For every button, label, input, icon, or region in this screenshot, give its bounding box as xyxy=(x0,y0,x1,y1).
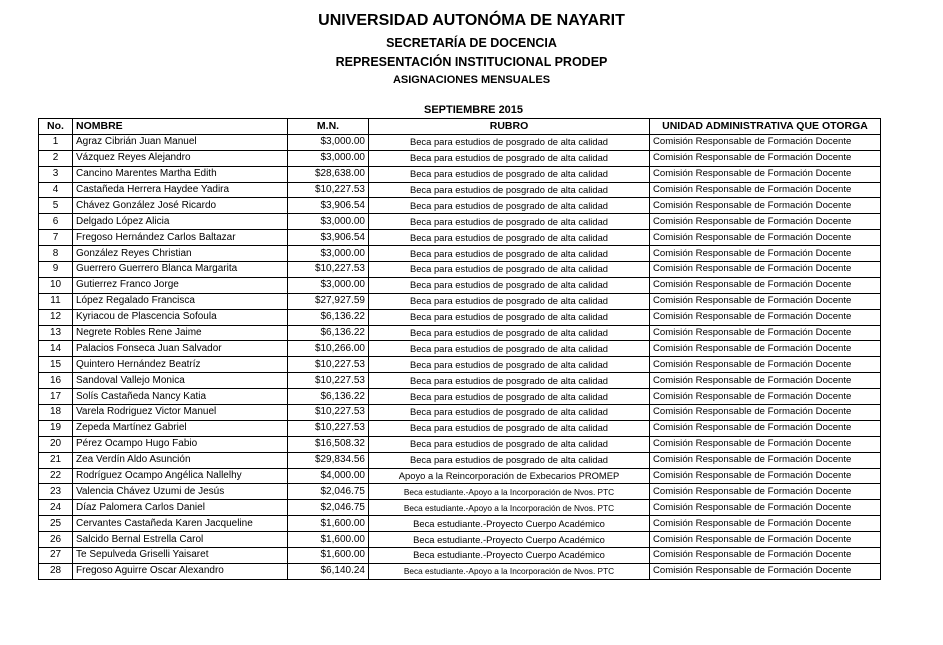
cell-unidad: Comisión Responsable de Formación Docente xyxy=(650,134,881,150)
cell-nombre: Kyriacou de Plascencia Sofoula xyxy=(73,309,288,325)
table-row xyxy=(39,230,881,246)
table-row xyxy=(39,516,881,532)
cell-rubro: Beca para estudios de posgrado de alta calidad xyxy=(369,293,650,309)
cell-mn: $16,508.32 xyxy=(288,436,369,452)
cell-rubro: Beca estudiante.-Apoyo a la Incorporación de Nvos. PTC xyxy=(369,563,650,579)
column-header-no: No. xyxy=(39,119,73,135)
cell-unidad: Comisión Responsable de Formación Docente xyxy=(650,341,881,357)
cell-nombre: González Reyes Christian xyxy=(73,246,288,262)
cell-mn: $3,000.00 xyxy=(288,150,369,166)
cell-rubro: Beca para estudios de posgrado de alta calidad xyxy=(369,198,650,214)
secretariat-title: SECRETARÍA DE DOCENCIA xyxy=(386,36,557,50)
cell-no: 6 xyxy=(39,214,73,230)
cell-no: 18 xyxy=(39,405,73,421)
cell-no: 23 xyxy=(39,484,73,500)
cell-no: 26 xyxy=(39,532,73,548)
cell-mn: $3,000.00 xyxy=(288,246,369,262)
cell-nombre: Cancino Marentes Martha Edith xyxy=(73,166,288,182)
column-header-rubro: RUBRO xyxy=(369,119,650,135)
cell-no: 8 xyxy=(39,246,73,262)
cell-no: 5 xyxy=(39,198,73,214)
cell-no: 20 xyxy=(39,436,73,452)
cell-mn: $6,136.22 xyxy=(288,389,369,405)
cell-no: 2 xyxy=(39,150,73,166)
cell-mn: $6,136.22 xyxy=(288,309,369,325)
cell-rubro: Beca estudiante.-Apoyo a la Incorporación de Nvos. PTC xyxy=(369,500,650,516)
cell-unidad: Comisión Responsable de Formación Docente xyxy=(650,389,881,405)
cell-unidad: Comisión Responsable de Formación Docente xyxy=(650,293,881,309)
table-row xyxy=(39,532,881,548)
table-row xyxy=(39,150,881,166)
cell-no: 19 xyxy=(39,420,73,436)
cell-no: 16 xyxy=(39,373,73,389)
table-row xyxy=(39,277,881,293)
cell-rubro: Beca para estudios de posgrado de alta calidad xyxy=(369,325,650,341)
table-row xyxy=(39,484,881,500)
cell-no: 25 xyxy=(39,516,73,532)
cell-mn: $10,227.53 xyxy=(288,405,369,421)
cell-unidad: Comisión Responsable de Formación Docente xyxy=(650,436,881,452)
cell-unidad: Comisión Responsable de Formación Docente xyxy=(650,468,881,484)
cell-nombre: Fregoso Hernández Carlos Baltazar xyxy=(73,230,288,246)
cell-no: 7 xyxy=(39,230,73,246)
university-title: UNIVERSIDAD AUTONÓMA DE NAYARIT xyxy=(318,12,625,29)
cell-unidad: Comisión Responsable de Formación Docente xyxy=(650,166,881,182)
cell-unidad: Comisión Responsable de Formación Docente xyxy=(650,182,881,198)
cell-rubro: Beca para estudios de posgrado de alta calidad xyxy=(369,452,650,468)
cell-nombre: Agraz Cibrián Juan Manuel xyxy=(73,134,288,150)
cell-nombre: Palacios Fonseca Juan Salvador xyxy=(73,341,288,357)
cell-nombre: Sandoval Vallejo Monica xyxy=(73,373,288,389)
report-subtitle: ASIGNACIONES MENSUALES xyxy=(392,74,551,86)
cell-nombre: López Regalado Francisca xyxy=(73,293,288,309)
cell-no: 24 xyxy=(39,500,73,516)
cell-no: 17 xyxy=(39,389,73,405)
cell-nombre: Te Sepulveda Griselli Yaisaret xyxy=(73,548,288,564)
cell-rubro: Apoyo a la Reincorporación de Exbecarios PROMEP xyxy=(369,468,650,484)
table-row xyxy=(39,134,881,150)
cell-no: 10 xyxy=(39,277,73,293)
cell-no: 4 xyxy=(39,182,73,198)
table-row xyxy=(39,468,881,484)
cell-no: 27 xyxy=(39,548,73,564)
cell-unidad: Comisión Responsable de Formación Docente xyxy=(650,452,881,468)
column-header-mn: M.N. xyxy=(288,119,369,135)
cell-nombre: Fregoso Aguirre Oscar Alexandro xyxy=(73,563,288,579)
table-row xyxy=(39,548,881,564)
cell-unidad: Comisión Responsable de Formación Docente xyxy=(650,214,881,230)
cell-rubro: Beca para estudios de posgrado de alta calidad xyxy=(369,389,650,405)
table-row xyxy=(39,182,881,198)
cell-mn: $3,000.00 xyxy=(288,277,369,293)
table-row xyxy=(39,563,881,579)
cell-mn: $3,906.54 xyxy=(288,198,369,214)
table-row xyxy=(39,500,881,516)
cell-unidad: Comisión Responsable de Formación Docente xyxy=(650,277,881,293)
cell-unidad: Comisión Responsable de Formación Docente xyxy=(650,500,881,516)
cell-unidad: Comisión Responsable de Formación Docente xyxy=(650,548,881,564)
cell-nombre: Vázquez Reyes Alejandro xyxy=(73,150,288,166)
cell-nombre: Quintero Hernández Beatríz xyxy=(73,357,288,373)
cell-mn: $3,906.54 xyxy=(288,230,369,246)
cell-unidad: Comisión Responsable de Formación Docente xyxy=(650,373,881,389)
cell-mn: $1,600.00 xyxy=(288,548,369,564)
cell-rubro: Beca para estudios de posgrado de alta calidad xyxy=(369,309,650,325)
assignments-table xyxy=(38,118,881,580)
table-row xyxy=(39,389,881,405)
column-header-unidad: UNIDAD ADMINISTRATIVA QUE OTORGA xyxy=(650,119,881,135)
table-row xyxy=(39,246,881,262)
cell-no: 13 xyxy=(39,325,73,341)
cell-rubro: Beca para estudios de posgrado de alta calidad xyxy=(369,150,650,166)
table-header-row xyxy=(39,119,881,135)
cell-nombre: Zepeda Martínez Gabriel xyxy=(73,420,288,436)
cell-no: 28 xyxy=(39,563,73,579)
table-row xyxy=(39,373,881,389)
cell-nombre: Negrete Robles Rene Jaime xyxy=(73,325,288,341)
cell-no: 21 xyxy=(39,452,73,468)
table-row xyxy=(39,420,881,436)
cell-mn: $6,140.24 xyxy=(288,563,369,579)
cell-rubro: Beca para estudios de posgrado de alta calidad xyxy=(369,357,650,373)
table-body xyxy=(39,134,881,579)
cell-no: 22 xyxy=(39,468,73,484)
cell-unidad: Comisión Responsable de Formación Docente xyxy=(650,420,881,436)
cell-mn: $2,046.75 xyxy=(288,500,369,516)
cell-mn: $27,927.59 xyxy=(288,293,369,309)
cell-nombre: Gutierrez Franco Jorge xyxy=(73,277,288,293)
cell-mn: $10,227.53 xyxy=(288,182,369,198)
cell-mn: $1,600.00 xyxy=(288,532,369,548)
cell-nombre: Delgado López Alicia xyxy=(73,214,288,230)
cell-nombre: Pérez Ocampo Hugo Fabio xyxy=(73,436,288,452)
table-row xyxy=(39,325,881,341)
report-period: SEPTIEMBRE 2015 xyxy=(424,104,524,116)
cell-mn: $3,000.00 xyxy=(288,214,369,230)
cell-unidad: Comisión Responsable de Formación Docente xyxy=(650,150,881,166)
table-row xyxy=(39,198,881,214)
cell-nombre: Guerrero Guerrero Blanca Margarita xyxy=(73,262,288,278)
cell-mn: $10,227.53 xyxy=(288,373,369,389)
cell-mn: $10,227.53 xyxy=(288,420,369,436)
cell-no: 9 xyxy=(39,262,73,278)
cell-rubro: Beca para estudios de posgrado de alta calidad xyxy=(369,420,650,436)
table-row xyxy=(39,214,881,230)
table-row xyxy=(39,452,881,468)
cell-unidad: Comisión Responsable de Formación Docente xyxy=(650,230,881,246)
cell-no: 11 xyxy=(39,293,73,309)
cell-rubro: Beca para estudios de posgrado de alta calidad xyxy=(369,214,650,230)
cell-rubro: Beca para estudios de posgrado de alta calidad xyxy=(369,230,650,246)
cell-nombre: Díaz Palomera Carlos Daniel xyxy=(73,500,288,516)
cell-rubro: Beca para estudios de posgrado de alta calidad xyxy=(369,405,650,421)
cell-mn: $29,834.56 xyxy=(288,452,369,468)
table-row xyxy=(39,166,881,182)
cell-nombre: Varela Rodriguez Victor Manuel xyxy=(73,405,288,421)
cell-unidad: Comisión Responsable de Formación Docente xyxy=(650,325,881,341)
cell-rubro: Beca para estudios de posgrado de alta calidad xyxy=(369,373,650,389)
cell-unidad: Comisión Responsable de Formación Docente xyxy=(650,405,881,421)
cell-nombre: Valencia Chávez Uzumi de Jesús xyxy=(73,484,288,500)
table-row xyxy=(39,309,881,325)
cell-mn: $28,638.00 xyxy=(288,166,369,182)
column-header-nombre: NOMBRE xyxy=(73,119,288,135)
table-row xyxy=(39,341,881,357)
cell-mn: $2,046.75 xyxy=(288,484,369,500)
cell-mn: $10,227.53 xyxy=(288,357,369,373)
table-row xyxy=(39,436,881,452)
table-row xyxy=(39,357,881,373)
cell-no: 14 xyxy=(39,341,73,357)
cell-no: 3 xyxy=(39,166,73,182)
cell-rubro: Beca estudiante.-Apoyo a la Incorporación de Nvos. PTC xyxy=(369,484,650,500)
table-row xyxy=(39,262,881,278)
representation-title: REPRESENTACIÓN INSTITUCIONAL PRODEP xyxy=(335,55,608,69)
cell-rubro: Beca para estudios de posgrado de alta calidad xyxy=(369,166,650,182)
cell-mn: $10,266.00 xyxy=(288,341,369,357)
cell-no: 15 xyxy=(39,357,73,373)
cell-no: 12 xyxy=(39,309,73,325)
cell-mn: $6,136.22 xyxy=(288,325,369,341)
cell-nombre: Cervantes Castañeda Karen Jacqueline xyxy=(73,516,288,532)
cell-unidad: Comisión Responsable de Formación Docente xyxy=(650,262,881,278)
cell-mn: $10,227.53 xyxy=(288,262,369,278)
cell-unidad: Comisión Responsable de Formación Docente xyxy=(650,357,881,373)
cell-unidad: Comisión Responsable de Formación Docente xyxy=(650,246,881,262)
cell-rubro: Beca para estudios de posgrado de alta calidad xyxy=(369,262,650,278)
cell-mn: $1,600.00 xyxy=(288,516,369,532)
cell-unidad: Comisión Responsable de Formación Docente xyxy=(650,484,881,500)
cell-rubro: Beca estudiante.-Proyecto Cuerpo Académico xyxy=(369,548,650,564)
cell-rubro: Beca para estudios de posgrado de alta calidad xyxy=(369,277,650,293)
cell-rubro: Beca para estudios de posgrado de alta calidad xyxy=(369,246,650,262)
cell-unidad: Comisión Responsable de Formación Docente xyxy=(650,198,881,214)
cell-unidad: Comisión Responsable de Formación Docente xyxy=(650,516,881,532)
cell-unidad: Comisión Responsable de Formación Docente xyxy=(650,309,881,325)
cell-mn: $4,000.00 xyxy=(288,468,369,484)
table-row xyxy=(39,405,881,421)
cell-nombre: Zea Verdín Aldo Asunción xyxy=(73,452,288,468)
cell-unidad: Comisión Responsable de Formación Docente xyxy=(650,532,881,548)
cell-nombre: Solís Castañeda Nancy Katia xyxy=(73,389,288,405)
cell-rubro: Beca para estudios de posgrado de alta calidad xyxy=(369,134,650,150)
cell-nombre: Chávez González José Ricardo xyxy=(73,198,288,214)
table-row xyxy=(39,293,881,309)
cell-no: 1 xyxy=(39,134,73,150)
cell-nombre: Salcido Bernal Estrella Carol xyxy=(73,532,288,548)
cell-rubro: Beca estudiante.-Proyecto Cuerpo Académico xyxy=(369,516,650,532)
cell-rubro: Beca para estudios de posgrado de alta calidad xyxy=(369,341,650,357)
cell-mn: $3,000.00 xyxy=(288,134,369,150)
cell-nombre: Rodríguez Ocampo Angélica Nallelhy xyxy=(73,468,288,484)
cell-unidad: Comisión Responsable de Formación Docente xyxy=(650,563,881,579)
cell-nombre: Castañeda Herrera Haydee Yadira xyxy=(73,182,288,198)
cell-rubro: Beca para estudios de posgrado de alta calidad xyxy=(369,182,650,198)
cell-rubro: Beca estudiante.-Proyecto Cuerpo Académico xyxy=(369,532,650,548)
cell-rubro: Beca para estudios de posgrado de alta calidad xyxy=(369,436,650,452)
